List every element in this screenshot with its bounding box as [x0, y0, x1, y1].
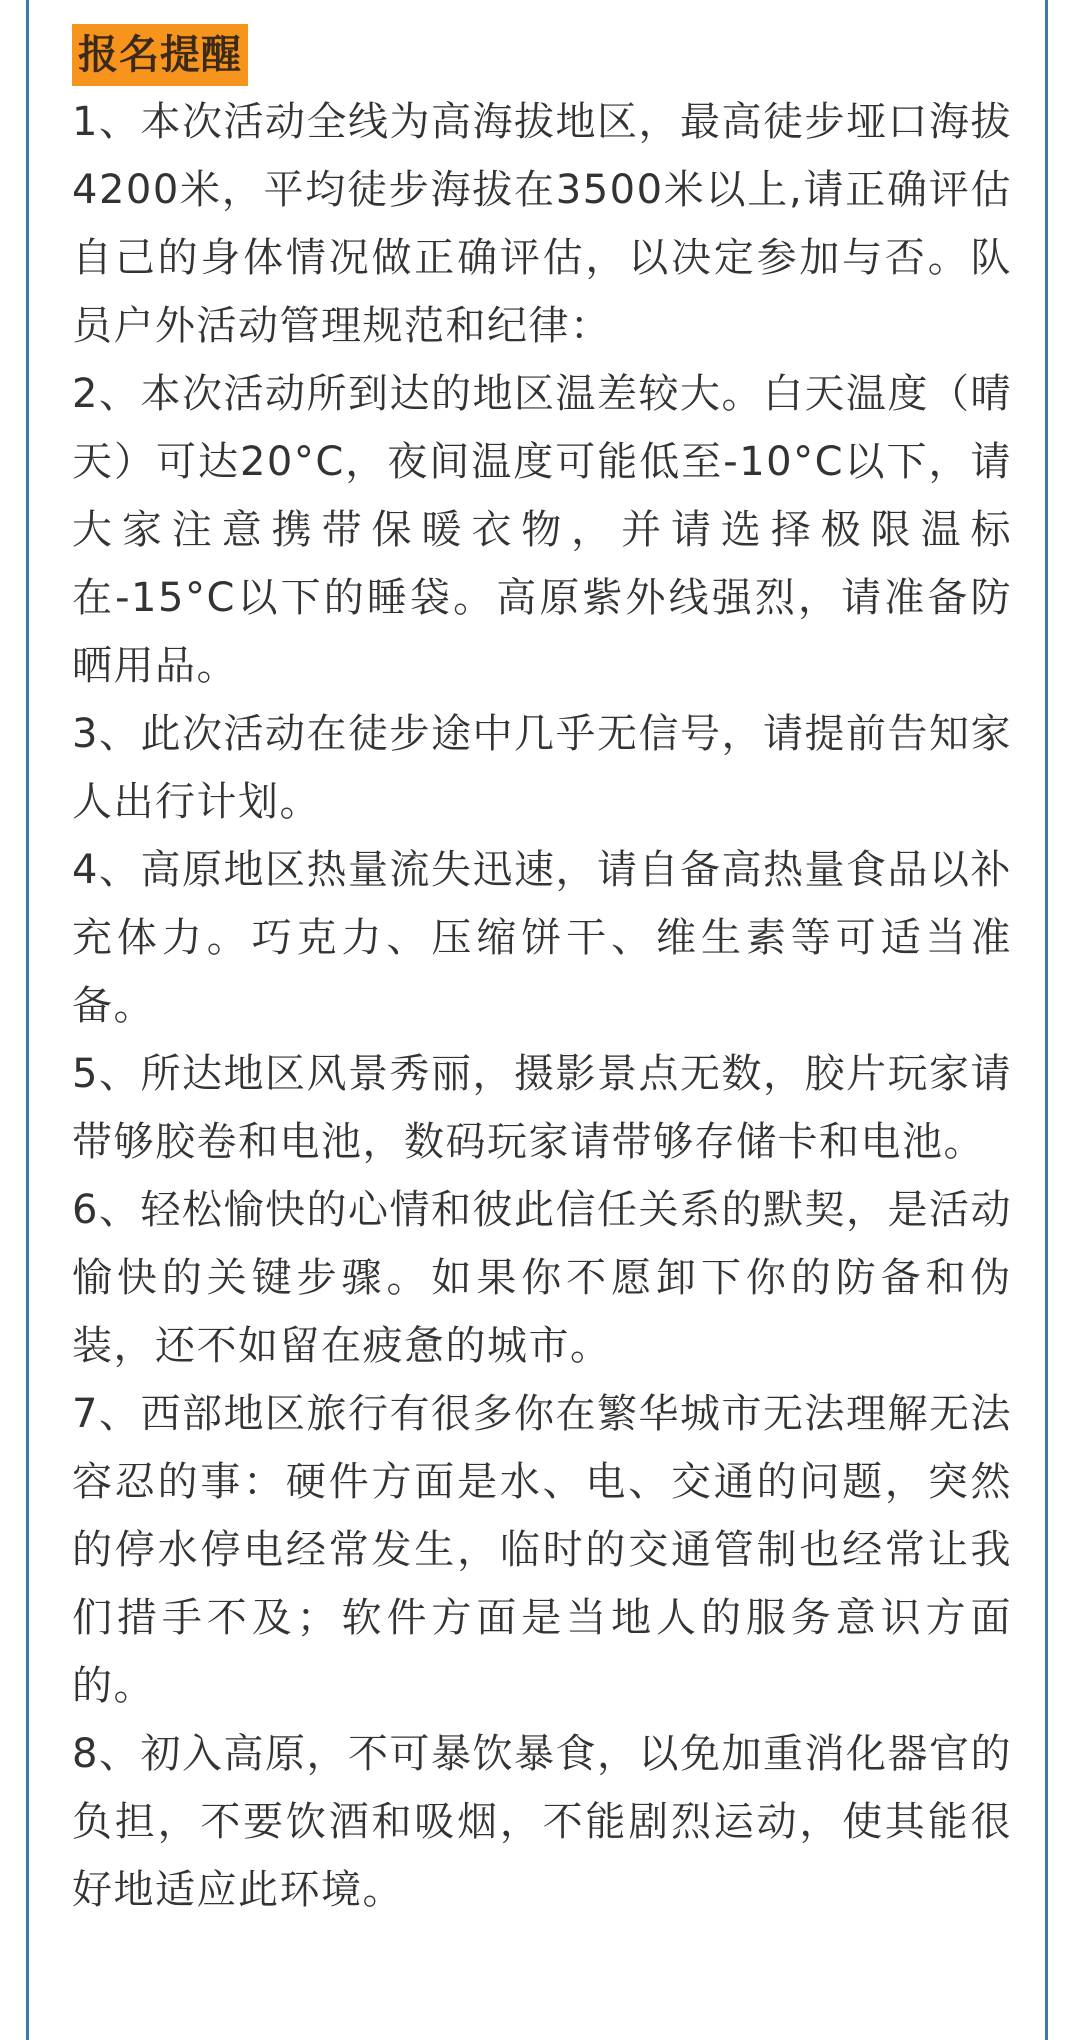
- registration-notice: [72, 22, 1012, 1924]
- notice-item-4: 4、高原地区热量流失迅速，请自备高热量食品以补充体力。巧克力、压缩饼干、维生素等可适当准备。: [72, 847, 1012, 1029]
- notice-item-3: 3、此次活动在徒步途中几乎无信号，请提前告知家人出行计划。: [72, 711, 1012, 825]
- notice-item-1: 1、本次活动全线为高海拔地区，最高徒步垭口海拔4200米，平均徒步海拔在3500米以上,请正确评估自己的身体情况做正确评估，以决定参加与否。队员户外活动管理规范和纪律：: [72, 99, 1012, 349]
- notice-item-8: 8、初入高原，不可暴饮暴食，以免加重消化器官的负担，不要饮酒和吸烟，不能剧烈运动，使其能很好地适应此环境。: [72, 1731, 1012, 1913]
- heading-row: [72, 22, 1012, 88]
- notice-item-6: 6、轻松愉快的心情和彼此信任关系的默契，是活动愉快的关键步骤。如果你不愿卸下你的防备和伪装，还不如留在疲惫的城市。: [72, 1187, 1012, 1369]
- notice-item-2: 2、本次活动所到达的地区温差较大。白天温度（晴天）可达20°C，夜间温度可能低至-10°C以下，请大家注意携带保暖衣物，并请选择极限温标在-15°C以下的睡袋。高原紫外线强烈，请准备防晒用品。: [72, 371, 1012, 689]
- section-title: 报名提醒: [72, 24, 248, 86]
- notice-item-7: 7、西部地区旅行有很多你在繁华城市无法理解无法容忍的事：硬件方面是水、电、交通的问题，突然的停水停电经常发生，临时的交通管制也经常让我们措手不及；软件方面是当地人的服务意识方面的。: [72, 1391, 1012, 1709]
- notice-item-5: 5、所达地区风景秀丽，摄影景点无数，胶片玩家请带够胶卷和电池，数码玩家请带够存储卡和电池。: [72, 1051, 1012, 1165]
